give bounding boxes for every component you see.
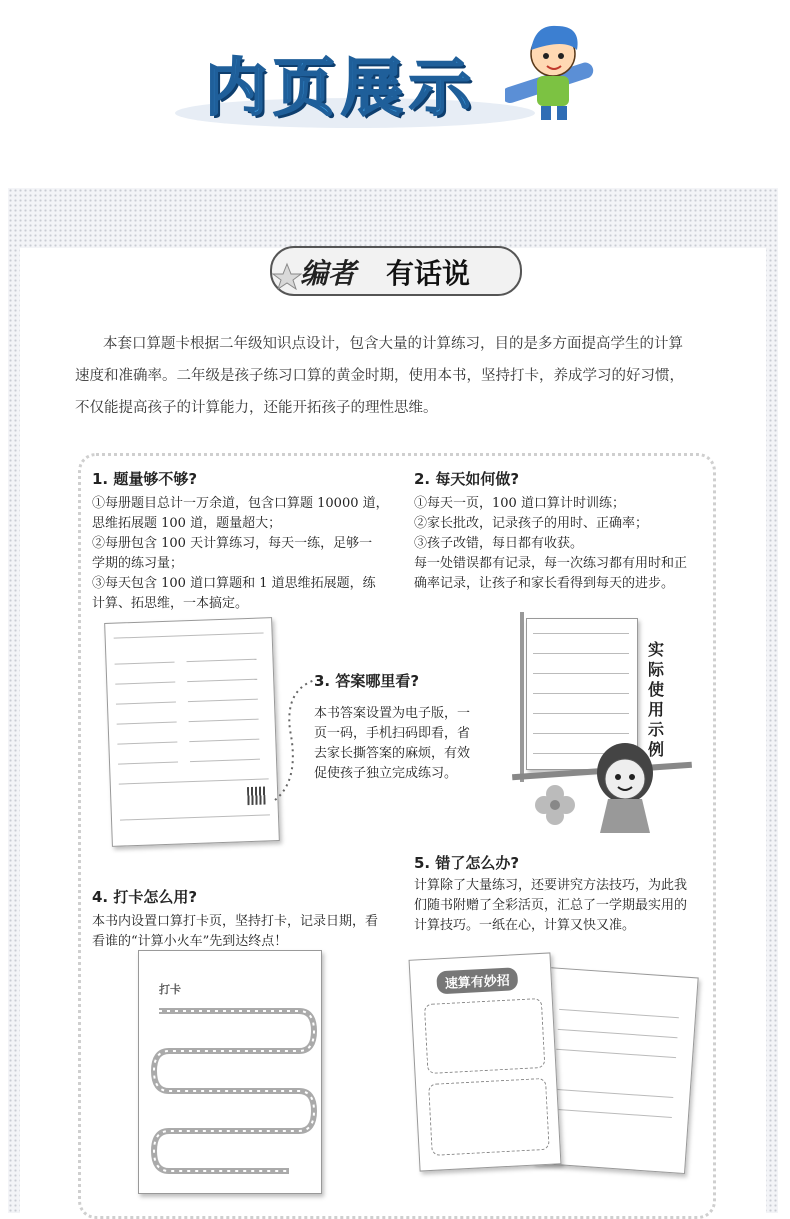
section-3-title: 3. 答案哪里看? — [314, 672, 420, 690]
qr-code-icon — [247, 786, 266, 805]
section-1-line: ③每天包含 100 道口算题和 1 道思维拓展题，练 — [92, 576, 376, 591]
section-2-line: ①每天一页，100 道口算计时训练； — [414, 496, 625, 511]
section-2-line: 确率记录，让孩子和家长看得到每天的进步。 — [414, 576, 675, 591]
page-title: 内页展示 — [205, 51, 478, 124]
section-3-line: 去家长撕答案的麻烦，有效 — [314, 746, 471, 761]
tips-box-1 — [424, 998, 546, 1074]
scroll-rod-left — [520, 612, 524, 782]
section-5-line: 们随书附赠了全彩活页，汇总了一学期最实用的 — [414, 898, 688, 913]
flower-icon — [530, 780, 580, 830]
tips-sheet-front-image — [409, 952, 562, 1171]
section-1-line: 学期的练习量； — [92, 556, 184, 571]
train-track-icon — [139, 951, 321, 1193]
tips-sheet-title: 速算有妙招 — [436, 967, 518, 994]
section-2-line: 每一处错误都有记录，每一次练习都有用时和正 — [414, 556, 688, 571]
section-2-line: ②家长批改，记录孩子的用时、正确率； — [414, 516, 649, 531]
section-1-body — [92, 494, 392, 614]
kid-with-pencil-illustration — [505, 12, 595, 122]
section-5-line: 计算除了大量练习，还要讲究方法技巧，为此我 — [414, 878, 688, 893]
example-label-char: 际 — [647, 660, 664, 679]
section-2-title: 2. 每天如何做? — [414, 470, 520, 488]
section-1-line: 思维拓展题 100 道，题量超大； — [92, 516, 282, 531]
checkin-sheet-title: 打卡 — [159, 983, 181, 996]
banner-talk-text: 有话说 — [386, 257, 471, 290]
banner-star-icon — [272, 262, 302, 290]
section-1-line: 计算、拓思维，一本搞定。 — [92, 596, 249, 611]
example-label-char: 实 — [647, 640, 664, 659]
section-4-body — [92, 912, 412, 952]
example-label-char: 示 — [647, 720, 664, 739]
example-label-char: 使 — [647, 680, 664, 699]
example-label-char: 例 — [647, 740, 664, 759]
section-4-title: 4. 打卡怎么用? — [92, 888, 198, 906]
girl-illustration — [590, 735, 660, 835]
section-3-line: 页一码，手机扫码即看，省 — [314, 726, 471, 741]
connector-dotted-line — [270, 670, 320, 810]
tips-box-2 — [428, 1078, 550, 1156]
intro-line-3: 不仅能提高孩子的计算能力，还能开拓孩子的理性思维。 — [75, 400, 438, 416]
worksheet-sample-image — [104, 617, 280, 847]
section-1-line: ①每册题目总计一万余道，包含口算题 10000 道， — [92, 496, 389, 511]
section-3-body — [314, 704, 484, 784]
section-3-line: 促使孩子独立完成练习。 — [314, 766, 458, 781]
banner-editor-text: 编者 — [300, 257, 357, 290]
intro-line-1: 本套口算题卡根据二年级知识点设计，包含大量的计算练习，目的是多方面提高学生的计算 — [103, 336, 683, 352]
example-label-char: 用 — [647, 700, 664, 719]
section-5-line: 计算技巧。一纸在心，计算又快又准。 — [414, 918, 636, 933]
section-1-line: ②每册包含 100 天计算练习，每天一练，足够一 — [92, 536, 373, 551]
section-1-title: 1. 题量够不够? — [92, 470, 198, 488]
section-5-title: 5. 错了怎么办? — [414, 854, 520, 872]
section-4-line: 看谁的“计算小火车”先到达终点！ — [92, 934, 288, 949]
intro-line-2: 速度和准确率。二年级是孩子练习口算的黄金时期，使用本书，坚持打卡，养成学习的好习惯， — [75, 368, 684, 384]
section-3-line: 本书答案设置为电子版，一 — [314, 706, 471, 721]
section-2-line: ③孩子改错，每日都有收获。 — [414, 536, 584, 551]
checkin-sheet-image — [138, 950, 322, 1194]
section-4-line: 本书内设置口算打卡页，坚持打卡，记录日期，看 — [92, 914, 379, 929]
section-2-body — [414, 494, 714, 594]
section-5-body — [414, 876, 714, 936]
